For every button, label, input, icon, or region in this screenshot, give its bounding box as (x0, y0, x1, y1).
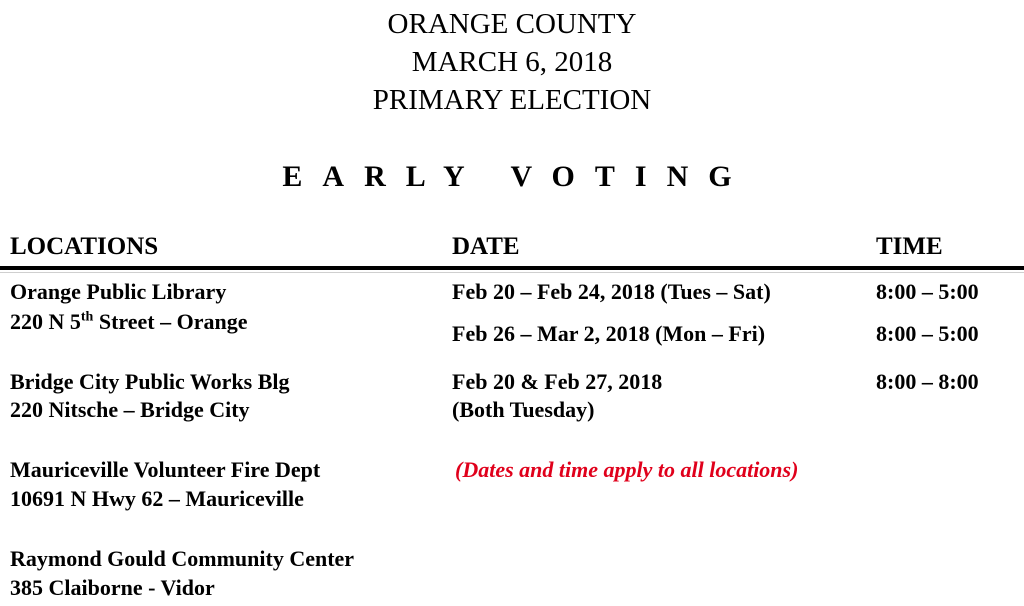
schedule-time: 8:00 – 5:00 (876, 321, 979, 346)
all-locations-note: (Dates and time apply to all locations) (455, 457, 799, 482)
location-address: 220 Nitsche – Bridge City (10, 397, 250, 422)
election-type: PRIMARY ELECTION (372, 84, 652, 116)
time-header: TIME (876, 233, 943, 260)
county-title: ORANGE COUNTY (387, 8, 637, 40)
schedule-date-note: (Both Tuesday) (452, 397, 595, 422)
schedule-date: Feb 20 – Feb 24, 2018 (Tues – Sat) (452, 279, 771, 304)
location-name: Orange Public Library (10, 279, 227, 304)
location-name: Raymond Gould Community Center (10, 546, 355, 571)
early-voting-heading: EARLY VOTING (282, 160, 752, 193)
schedule-time: 8:00 – 5:00 (876, 279, 979, 304)
location-name: Bridge City Public Works Blg (10, 369, 290, 394)
schedule-date: Feb 20 & Feb 27, 2018 (452, 369, 663, 394)
location-address: 220 N 5th Street – Orange (10, 309, 248, 334)
election-date: MARCH 6, 2018 (411, 46, 613, 78)
header-rule-shadow (0, 272, 1024, 273)
location-address: 385 Claiborne - Vidor (10, 575, 215, 600)
location-address: 10691 N Hwy 62 – Mauriceville (10, 486, 304, 511)
locations-header: LOCATIONS (10, 233, 159, 260)
date-header: DATE (452, 233, 520, 260)
header-rule (0, 266, 1024, 270)
schedule-time: 8:00 – 8:00 (876, 369, 979, 394)
schedule-date: Feb 26 – Mar 2, 2018 (Mon – Fri) (452, 321, 766, 346)
location-name: Mauriceville Volunteer Fire Dept (10, 457, 321, 482)
